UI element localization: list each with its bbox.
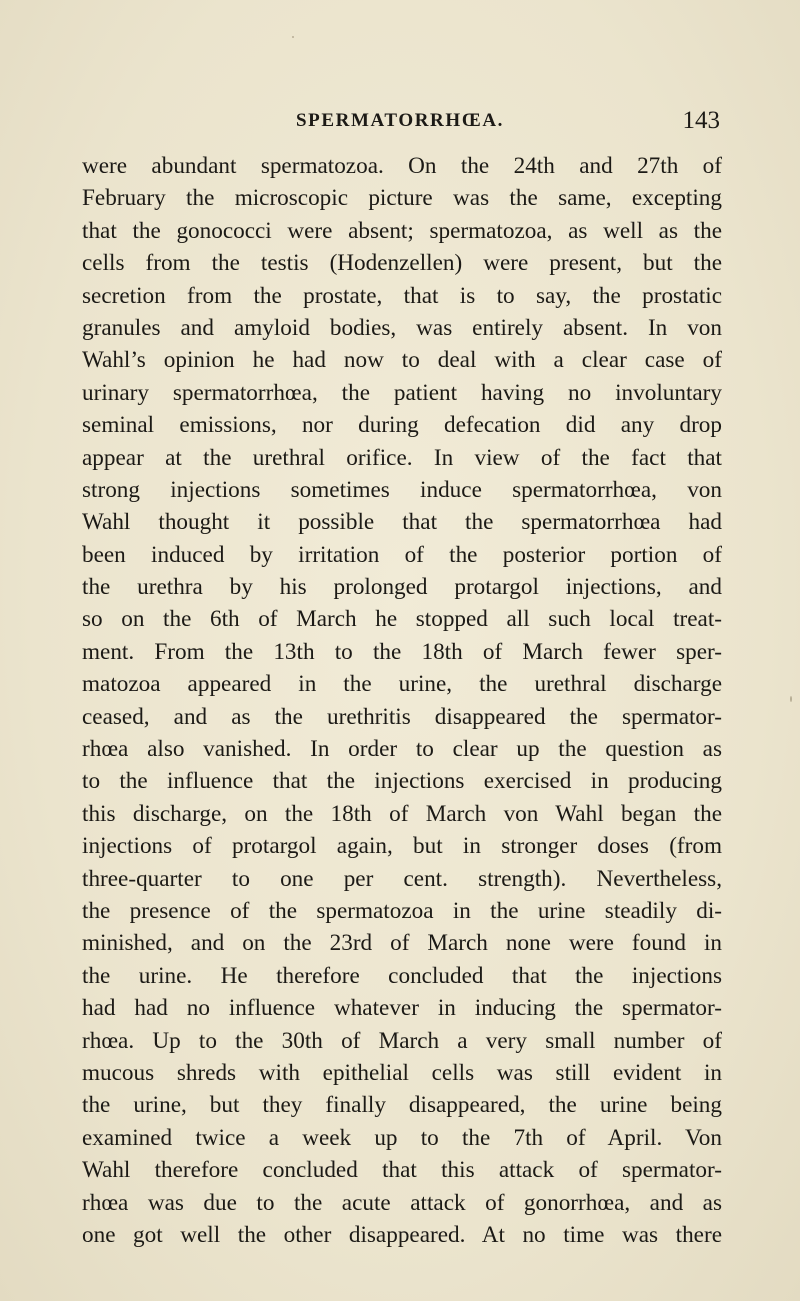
text-line: Wahl therefore concluded that this attack of spermator- <box>82 1157 722 1184</box>
text-line: the urine, but they finally disappeared, the urine being <box>82 1092 722 1119</box>
text-line: seminal emissions, nor during defecation did any drop <box>82 412 722 439</box>
body-text <box>82 150 722 1251</box>
text-line: three-quarter to one per cent. strength). Nevertheless, <box>82 865 722 892</box>
page-header <box>80 108 720 138</box>
text-line: examined twice a week up to the 7th of April. Von <box>82 1124 722 1151</box>
text-line: appear at the urethral orifice. In view of the fact that <box>82 444 722 471</box>
text-line: strong injections sometimes induce spermatorrhœa, von <box>82 476 722 503</box>
text-line: the urine. He therefore concluded that the injections <box>82 962 722 989</box>
text-line: secretion from the prostate, that is to say, the prostatic <box>82 282 722 309</box>
running-head: SPERMATORRHŒA. <box>295 110 504 131</box>
text-line: ment. From the 13th to the 18th of March fewer sper- <box>82 638 722 665</box>
paper-speck <box>292 36 294 38</box>
text-line: were abundant spermatozoa. On the 24th and 27th of <box>82 153 722 179</box>
text-line: cells from the testis (Hodenzellen) were present, but the <box>82 250 722 277</box>
text-line: granules and amyloid bodies, was entirely absent. In von <box>82 314 722 341</box>
text-line: rhœa was due to the acute attack of gonorrhœa, and as <box>82 1189 722 1216</box>
page-number: 143 <box>682 107 720 134</box>
text-line: matozoa appeared in the urine, the urethral discharge <box>82 671 722 698</box>
text-line: so on the 6th of March he stopped all such local treat- <box>82 606 722 633</box>
text-line: to the influence that the injections exercised in producing <box>82 768 722 795</box>
text-line: minished, and on the 23rd of March none were found in <box>82 930 722 957</box>
text-line: Wahl thought it possible that the spermatorrhœa had <box>82 509 722 536</box>
text-line: the presence of the spermatozoa in the urine steadily di- <box>82 897 722 924</box>
text-line: been induced by irritation of the posterior portion of <box>82 541 722 568</box>
text-line: rhœa also vanished. In order to clear up the question as <box>82 736 722 763</box>
text-line: rhœa. Up to the 30th of March a very small number of <box>82 1027 722 1054</box>
text-line: urinary spermatorrhœa, the patient having no involuntary <box>82 379 722 406</box>
text-line: one got well the other disappeared. At no time was there <box>82 1221 722 1248</box>
text-line: the urethra by his prolonged protargol injections, and <box>82 574 722 601</box>
text-line: injections of protargol again, but in stronger doses (from <box>82 833 722 860</box>
text-line: February the microscopic picture was the same, excepting <box>82 185 722 212</box>
text-line: that the gonococci were absent; spermatozoa, as well as the <box>82 217 722 244</box>
text-line: this discharge, on the 18th of March von Wahl began the <box>82 800 722 827</box>
text-line: mucous shreds with epithelial cells was still evident in <box>82 1059 722 1086</box>
text-line: Wahl’s opinion he had now to deal with a clear case of <box>82 347 722 374</box>
text-line: ceased, and as the urethritis disappeared the spermator- <box>82 703 722 730</box>
text-line: had had no influence whatever in inducing the spermator- <box>82 995 722 1022</box>
paper-speck <box>790 696 792 702</box>
